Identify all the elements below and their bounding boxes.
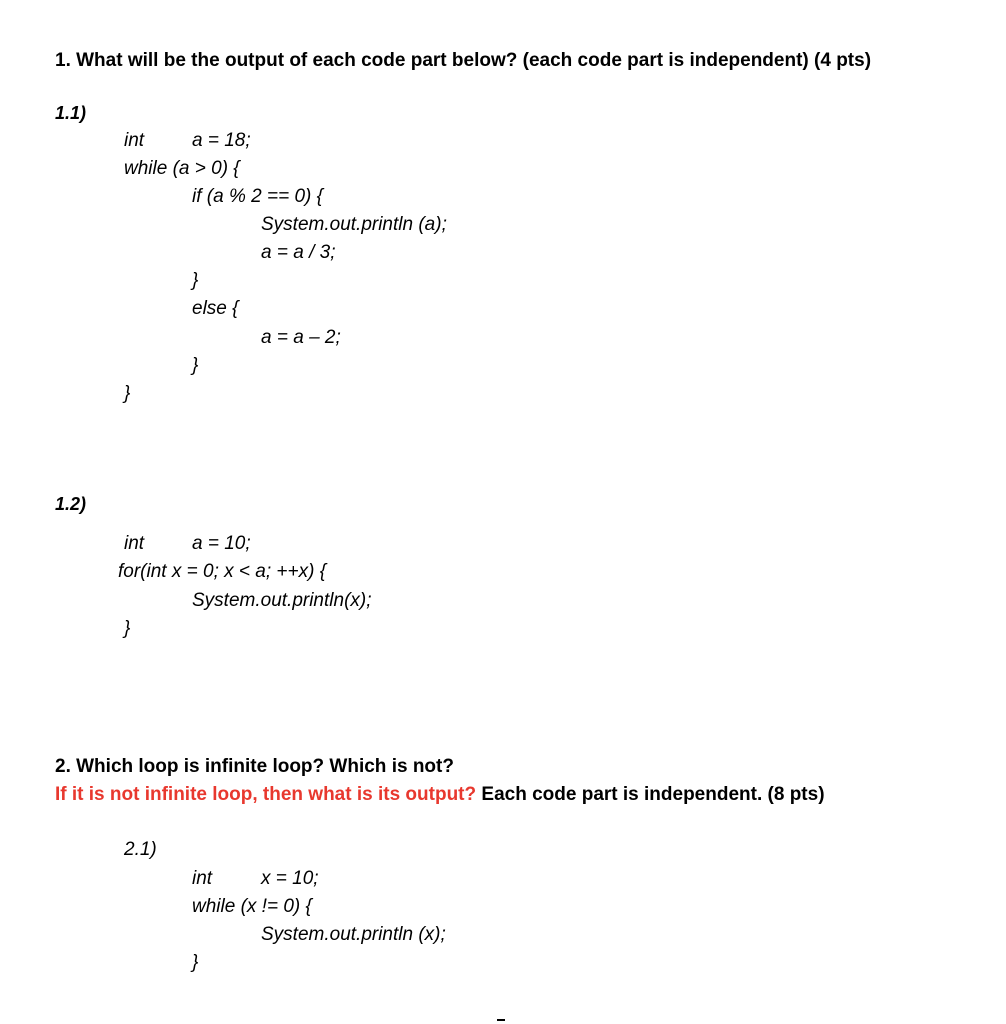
code-close-while: } [124, 383, 131, 404]
code-for-line: for(int x = 0; x < a; ++x) { [118, 561, 327, 582]
code-int-keyword: int [124, 533, 145, 554]
question-2-title: 2. Which loop is infinite loop? Which is not? [55, 756, 454, 777]
page-edge-mark [497, 1019, 505, 1021]
code-declaration: a = 18; [192, 130, 251, 151]
code-print-line: System.out.println (x); [261, 924, 446, 945]
part-2-1-label: 2.1) [124, 839, 157, 860]
code-divide-line: a = a / 3; [261, 242, 336, 263]
code-declaration: x = 10; [261, 868, 319, 889]
part-1-1-label: 1.1) [55, 103, 87, 123]
code-print-line: System.out.println (a); [261, 214, 447, 235]
code-int-keyword: int [192, 868, 213, 889]
code-subtract-line: a = a – 2; [261, 327, 341, 348]
question-2-subtitle-red: If it is not infinite loop, then what is its output? [55, 784, 477, 805]
code-close-for: } [124, 618, 131, 639]
code-close-if: } [192, 270, 199, 291]
code-print-line: System.out.println(x); [192, 590, 372, 611]
part-1-2-label: 1.2) [55, 494, 87, 514]
question-2-subtitle-black: Each code part is independent. (8 pts) [476, 784, 825, 805]
code-while-line: while (a > 0) { [124, 158, 240, 179]
code-if-line: if (a % 2 == 0) { [192, 186, 323, 207]
code-int-keyword: int [124, 130, 145, 151]
question-1-title: 1. What will be the output of each code part below? (each code part is independent) (4 pts) [55, 50, 872, 71]
code-else-line: else { [192, 298, 239, 319]
question-2-subtitle [55, 784, 825, 806]
code-declaration: a = 10; [192, 533, 251, 554]
code-close-while: } [192, 952, 199, 973]
code-close-else: } [192, 355, 199, 376]
code-while-line: while (x != 0) { [192, 896, 312, 917]
